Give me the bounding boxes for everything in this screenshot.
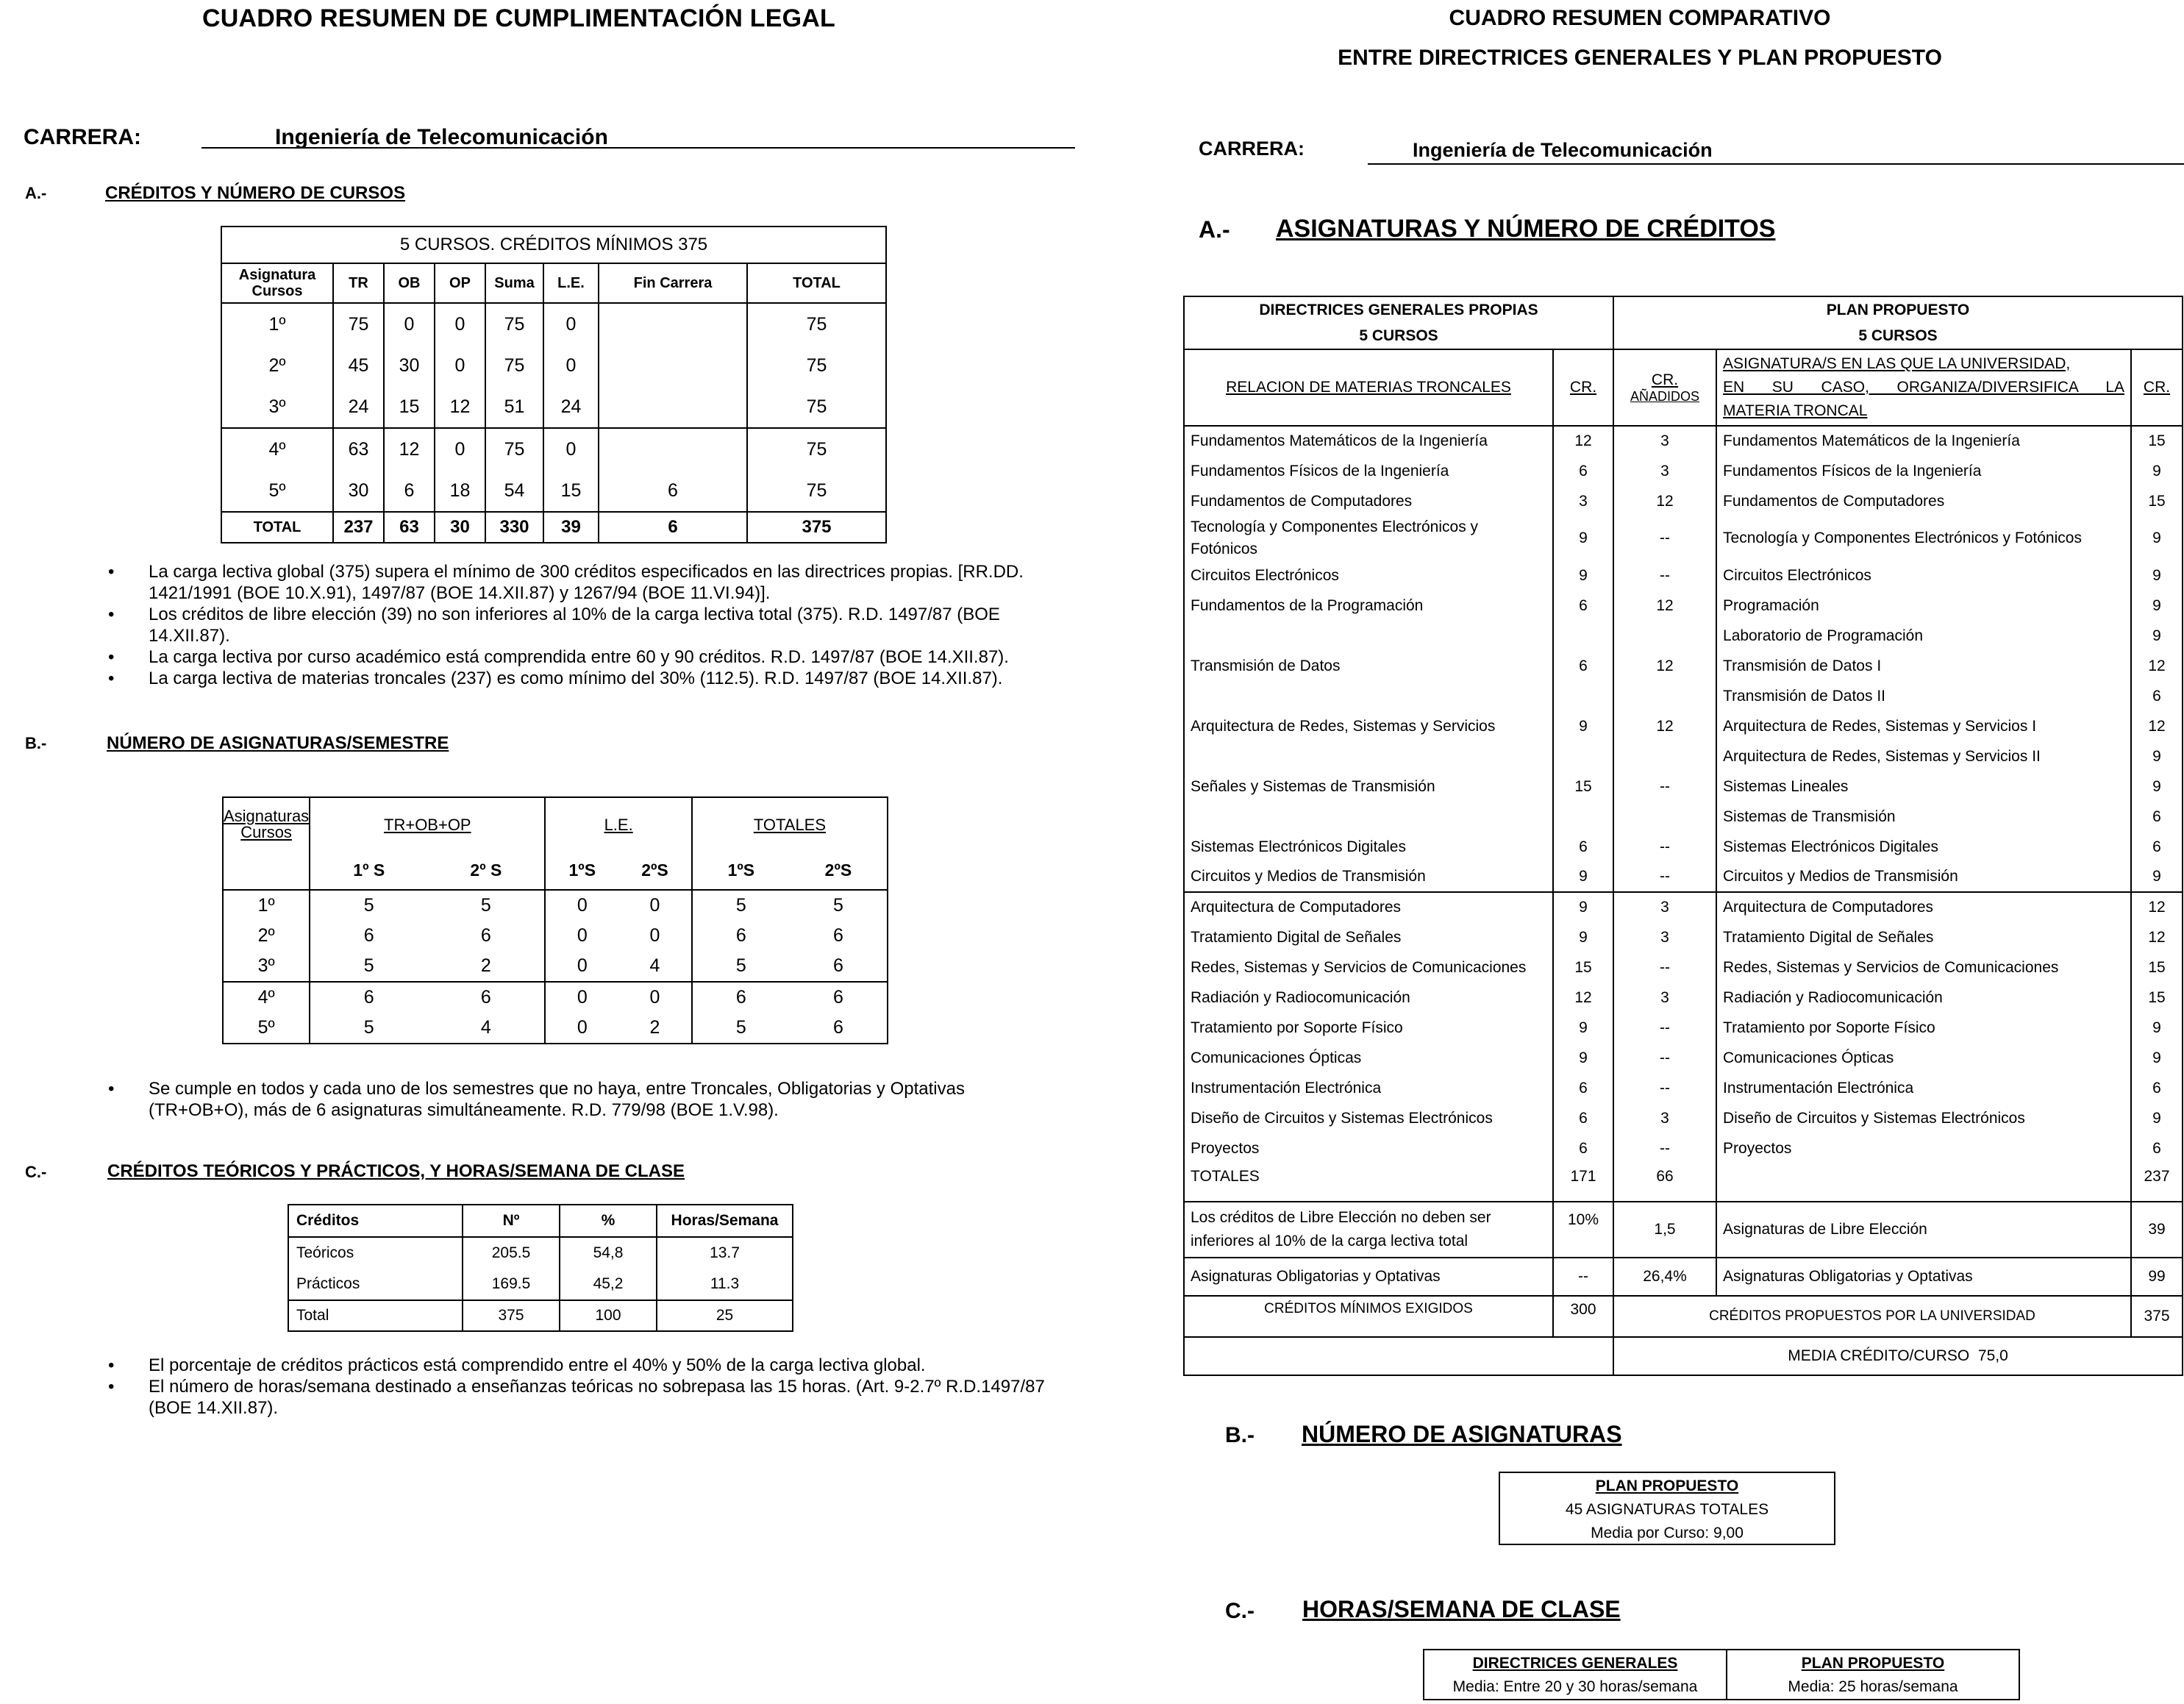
credits-courses-table	[221, 226, 887, 543]
table-row: Tecnología y Componentes Electrónicos y Fotónicos 9 -- Tecnología y Componentes Electrónicos y Fotónicos 9	[1184, 516, 2183, 560]
header-op: OP	[435, 263, 485, 303]
header-group-le: L.E.	[545, 797, 691, 851]
section-a-title: CRÉDITOS Y NÚMERO DE CURSOS	[105, 183, 406, 203]
table-row: Fundamentos de Computadores 3 12 Fundamentos de Computadores 15	[1184, 486, 2183, 516]
section-a-notes	[106, 561, 1069, 689]
section-b-notes	[106, 1078, 1069, 1121]
table-row: Arquitectura de Redes, Sistemas y Servicios 9 12 Arquitectura de Redes, Sistemas y Servicios I 12	[1184, 711, 2183, 741]
table-row: Circuitos Electrónicos 9 -- Circuitos Electrónicos 9	[1184, 560, 2183, 591]
section-a-title: ASIGNATURAS Y NÚMERO DE CRÉDITOS	[1276, 215, 1776, 243]
table-row: 2º 45 30 0 75 0 75	[221, 345, 886, 386]
list-item: • La carga lectiva de materias troncales (237) es como mínimo del 30% (112.5). R.D. 1497/87 (BOE 14.XII.87).	[106, 668, 1069, 689]
header-asignaturas: ASIGNATURA/S EN LAS QUE LA UNIVERSIDAD, EN SU CASO, ORGANIZA/DIVERSIFICA LA MATERIA TRONCAL	[1716, 349, 2131, 426]
table-header-row: Créditos Nº % Horas/Semana	[288, 1205, 793, 1237]
table-libre-row: Los créditos de Libre Elección no deben ser inferiores al 10% de la carga lectiva total 10% 1,5 Asignaturas de Libre Elección 39	[1184, 1202, 2183, 1258]
table-row: Sistemas Electrónicos Digitales 6 -- Sistemas Electrónicos Digitales 6	[1184, 832, 2183, 862]
section-c-title: CRÉDITOS TEÓRICOS Y PRÁCTICOS, Y HORAS/SEMANA DE CLASE	[107, 1161, 685, 1181]
list-item: • El número de horas/semana destinado a enseñanzas teóricas no sobrepasa las 15 horas. (Art. 9-2.7º R.D.1497/87 (BOE 14.XII.87).	[106, 1376, 1069, 1419]
table-row: 2º 6 6 0 0 6 6	[223, 921, 888, 951]
table-row: 1º 5 5 0 0 5 5	[223, 890, 888, 921]
header-suma: Suma	[485, 263, 543, 303]
table-totals-row: TOTALES 171 66 237	[1184, 1163, 2183, 1202]
table-row: Teóricos 205.5 54,8 13.7	[288, 1237, 793, 1269]
header-total: TOTAL	[747, 263, 886, 303]
header-ob: OB	[384, 263, 435, 303]
table-row: 1º 75 0 0 75 0 75	[221, 303, 886, 345]
table-row: Laboratorio de Programación 9	[1184, 621, 2183, 651]
table-row: 5º 5 4 0 2 5 6	[223, 1013, 888, 1044]
table-row: 3º 24 15 12 51 24 75	[221, 386, 886, 428]
carrera-label: CARRERA:	[24, 125, 141, 149]
table-row: Arquitectura de Computadores 9 3 Arquitectura de Computadores 12	[1184, 892, 2183, 922]
section-a-letter: A.-	[1199, 216, 1230, 243]
table-row: 4º 63 12 0 75 0 75	[221, 428, 886, 470]
subjects-semester-table	[222, 796, 888, 1044]
table-row: Fundamentos Físicos de la Ingeniería 6 3 Fundamentos Físicos de la Ingeniería 9	[1184, 456, 2183, 486]
subjects-body	[1184, 426, 2183, 1163]
list-item: • Los créditos de libre elección (39) no son inferiores al 10% de la carga lectiva total (375). R.D. 1497/87 (BOE 14.XII.87).	[106, 604, 1069, 646]
list-item: • Se cumple en todos y cada uno de los semestres que no haya, entre Troncales, Obligatorias y Optativas (TR+OB+O), más de 6 asignaturas simultáneamente. R.D. 779/98 (BOE 1.V.98).	[106, 1078, 1069, 1121]
section-c-notes	[106, 1355, 1069, 1419]
table-row: Circuitos y Medios de Transmisión 9 -- Circuitos y Medios de Transmisión 9	[1184, 862, 2183, 892]
table-row: Radiación y Radiocomunicación 12 3 Radiación y Radiocomunicación 15	[1184, 983, 2183, 1013]
directives-hours-box: DIRECTRICES GENERALES Media: Entre 20 y 30 horas/semana	[1423, 1649, 1727, 1700]
table-row: Señales y Sistemas de Transmisión 15 -- Sistemas Lineales 9	[1184, 771, 2183, 802]
header-group-tr-ob-op: TR+OB+OP	[310, 797, 545, 851]
right-page	[1092, 0, 2184, 1704]
table-row: Fundamentos Matemáticos de la Ingeniería 12 3 Fundamentos Matemáticos de la Ingeniería 15	[1184, 426, 2183, 456]
plan-hours-box: PLAN PROPUESTO Media: 25 horas/semana	[1726, 1649, 2020, 1700]
carrera-value: Ingeniería de Telecomunicación	[1413, 139, 1713, 161]
table-total-row: Total 375 100 25	[288, 1300, 793, 1331]
section-b-letter: B.-	[1225, 1423, 1255, 1447]
header-tr: TR	[333, 263, 384, 303]
table-header-row	[221, 263, 886, 303]
header-group-totales: TOTALES	[692, 797, 888, 851]
header-fin-carrera: Fin Carrera	[599, 263, 747, 303]
header-materias: RELACION DE MATERIAS TRONCALES	[1184, 349, 1553, 426]
section-b-title: NÚMERO DE ASIGNATURAS	[1302, 1421, 1622, 1447]
section-b-title: NÚMERO DE ASIGNATURAS/SEMESTRE	[107, 733, 449, 753]
theory-practice-table	[288, 1204, 793, 1332]
plan-subjects-box: PLAN PROPUESTO 45 ASIGNATURAS TOTALES Media por Curso: 9,00	[1499, 1472, 1835, 1545]
table-row: Diseño de Circuitos y Sistemas Electrónicos 6 3 Diseño de Circuitos y Sistemas Electrónicos 9	[1184, 1103, 2183, 1133]
table-row: Transmisión de Datos II 6	[1184, 681, 2183, 711]
table-total-row: TOTAL 237 63 30 330 39 6 375	[221, 512, 886, 543]
header-asignaturas-cursos: Asignaturas Cursos	[224, 807, 310, 841]
table-row: Redes, Sistemas y Servicios de Comunicaciones 15 -- Redes, Sistemas y Servicios de Comunicaciones 15	[1184, 952, 2183, 983]
table-row: Sistemas de Transmisión 6	[1184, 802, 2183, 832]
list-item: • La carga lectiva por curso académico está comprendida entre 60 y 90 créditos. R.D. 1497/87 (BOE 14.XII.87).	[106, 646, 1069, 668]
table-row: Instrumentación Electrónica 6 -- Instrumentación Electrónica 6	[1184, 1073, 2183, 1103]
header-le: L.E.	[543, 263, 599, 303]
table-row: 4º 6 6 0 0 6 6	[223, 982, 888, 1013]
table-subheader-row: 1º S 2º S 1ºS 2ºS 1ºS 2ºS	[223, 851, 888, 890]
table-media-row: MEDIA CRÉDITO/CURSO 75,0	[1184, 1337, 2183, 1375]
table-header-row	[223, 797, 888, 851]
header-cr-added: CR. AÑADIDOS	[1613, 349, 1716, 426]
carrera-underline	[1368, 163, 2184, 165]
carrera-label: CARRERA:	[1199, 138, 1305, 160]
carrera-value: Ingeniería de Telecomunicación	[275, 125, 608, 149]
table-row: Comunicaciones Ópticas 9 -- Comunicaciones Ópticas 9	[1184, 1043, 2183, 1073]
table-header-row: DIRECTRICES GENERALES PROPIAS PLAN PROPUESTO	[1184, 296, 2183, 323]
table-caption: 5 CURSOS. CRÉDITOS MÍNIMOS 375	[221, 227, 886, 263]
table-row: Transmisión de Datos 6 12 Transmisión de Datos I 12	[1184, 651, 2183, 681]
section-c-letter: C.-	[1225, 1599, 1255, 1623]
table-row: 3º 5 2 0 4 5 6	[223, 951, 888, 982]
list-item: • La carga lectiva global (375) supera el mínimo de 300 créditos especificados en las directrices propias. [RR.DD. 1421/1991 (BOE 10.X.91), 1497/87 (BOE 14.XII.87) y 1267/94 (BOE 11.VI.94)].	[106, 561, 1069, 604]
subjects-credits-table	[1183, 296, 2183, 1376]
section-a-letter: A.-	[25, 184, 47, 202]
page-subtitle: ENTRE DIRECTRICES GENERALES Y PLAN PROPUESTO	[1338, 46, 1942, 70]
section-c-letter: C.-	[25, 1163, 47, 1181]
header-cr-2: CR.	[2131, 349, 2183, 426]
table-row: Tratamiento Digital de Señales 9 3 Tratamiento Digital de Señales 12	[1184, 922, 2183, 952]
page-title: CUADRO RESUMEN COMPARATIVO	[1449, 6, 1831, 30]
table-row: Arquitectura de Redes, Sistemas y Servicios II 9	[1184, 741, 2183, 771]
page-title: CUADRO RESUMEN DE CUMPLIMENTACIÓN LEGAL	[202, 4, 835, 32]
table-min-credits-row: CRÉDITOS MÍNIMOS EXIGIDOS 300 CRÉDITOS PROPUESTOS POR LA UNIVERSIDAD 375	[1184, 1296, 2183, 1337]
header-cr: CR.	[1553, 349, 1613, 426]
table-header-row: 5 CURSOS 5 CURSOS	[1184, 323, 2183, 349]
table-row: Tratamiento por Soporte Físico 9 -- Tratamiento por Soporte Físico 9	[1184, 1013, 2183, 1043]
table-column-header-row	[1184, 349, 2183, 426]
table-row: Prácticos 169.5 45,2 11.3	[288, 1269, 793, 1300]
table-row: 5º 30 6 18 54 15 6 75	[221, 470, 886, 512]
table-oblig-row: Asignaturas Obligatorias y Optativas -- 26,4% Asignaturas Obligatorias y Optativas 99	[1184, 1258, 2183, 1296]
list-item: • El porcentaje de créditos prácticos está comprendido entre el 40% y 50% de la carga lectiva global.	[106, 1355, 1069, 1376]
table-row: Fundamentos de la Programación 6 12 Programación 9	[1184, 591, 2183, 621]
header-asignatura-cursos: Asignatura Cursos	[221, 263, 333, 303]
section-c-title: HORAS/SEMANA DE CLASE	[1302, 1596, 1621, 1622]
section-b-letter: B.-	[25, 734, 47, 752]
table-row: Proyectos 6 -- Proyectos 6	[1184, 1133, 2183, 1163]
